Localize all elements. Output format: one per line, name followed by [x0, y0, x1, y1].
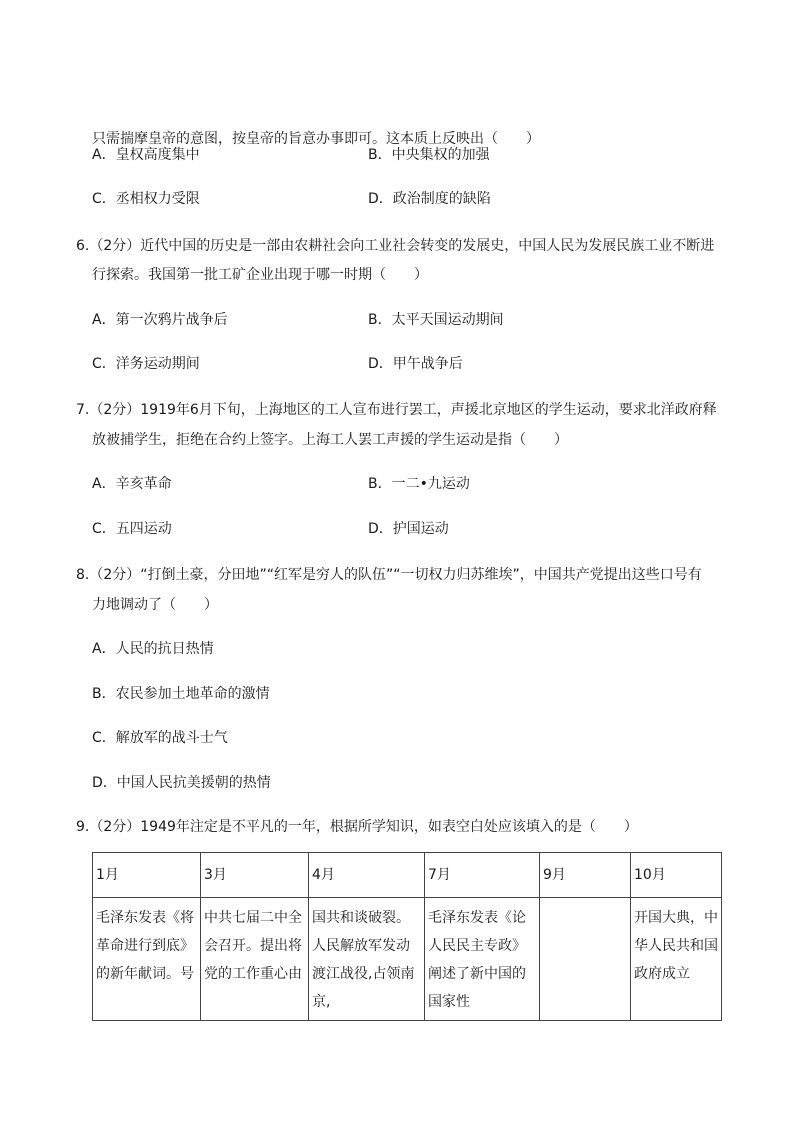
q5-option-c[interactable]: C．丞相权力受限 [92, 191, 200, 207]
q9-table-body-row [93, 898, 722, 1021]
q9-table-cell: 开国大典，中华人民共和国政府成立 [631, 898, 722, 1021]
q6-option-d[interactable]: D．甲午战争后 [368, 356, 463, 372]
q6-option-b[interactable]: B．太平天国运动期间 [368, 312, 504, 328]
q8-option-d[interactable]: D．中国人民抗美援朝的热情 [92, 775, 271, 791]
q9-table-header: 4月 [309, 853, 425, 898]
q7-option-b[interactable]: B．一二•九运动 [368, 476, 470, 492]
q6-stem-line2: 行探索。我国第一批工矿企业出现于哪一时期（ ） [92, 267, 428, 283]
q9-table-header: 10月 [631, 853, 722, 898]
q9-stem-line1: 9.（2分）1949年注定是不平凡的一年，根据所学知识，如表空白处应该填入的是（ ） [76, 819, 638, 835]
q5-option-d[interactable]: D．政治制度的缺陷 [368, 191, 491, 207]
q8-stem-line2: 力地调动了（ ） [92, 597, 218, 613]
q7-stem-line1: 7.（2分）1919年6月下旬，上海地区的工人宣布进行罢工，声援北京地区的学生运动，要求北洋政府释 [76, 402, 717, 418]
q8-stem-line1: 8.（2分）“打倒土豪，分田地”“红军是穷人的队伍”“一切权力归苏维埃”，中国共产党提出这些口号有 [76, 567, 702, 583]
q9-table-header: 3月 [201, 853, 309, 898]
q9-table-cell: 中共七届二中全会召开。提出将党的工作重心由 [201, 898, 309, 1021]
q5-stem-tail: 只需揣摩皇帝的意图，按皇帝的旨意办事即可。这本质上反映出（ ） [92, 131, 540, 147]
q8-option-b[interactable]: B．农民参加土地革命的激情 [92, 686, 270, 702]
q9-table-cell: 国共和谈破裂。人民解放军发动渡江战役,占领南京, [309, 898, 425, 1021]
q5-option-a[interactable]: A．皇权高度集中 [92, 147, 200, 163]
q7-stem-line2: 放被捕学生，拒绝在合约上签字。上海工人罢工声援的学生运动是指（ ） [92, 432, 568, 448]
q9-table [92, 852, 722, 1021]
q7-option-d[interactable]: D．护国运动 [368, 521, 449, 537]
q6-option-c[interactable]: C．洋务运动期间 [92, 356, 200, 372]
q9-table-cell: 毛泽东发表《将革命进行到底》的新年献词。号 [93, 898, 201, 1021]
q9-table-cell-blank [540, 898, 631, 1021]
q9-table-header-row [93, 853, 722, 898]
q9-table-header: 9月 [540, 853, 631, 898]
q8-option-a[interactable]: A．人民的抗日热情 [92, 641, 214, 657]
q8-option-c[interactable]: C．解放军的战斗士气 [92, 730, 228, 746]
q6-option-a[interactable]: A．第一次鸦片战争后 [92, 312, 228, 328]
q9-table-header: 1月 [93, 853, 201, 898]
q9-table-cell: 毛泽东发表《论人民民主专政》阐述了新中国的国家性 [425, 898, 540, 1021]
q9-table-header: 7月 [425, 853, 540, 898]
q7-option-a[interactable]: A．辛亥革命 [92, 476, 172, 492]
q6-stem-line1: 6.（2分）近代中国的历史是一部由农耕社会向工业社会转变的发展史，中国人民为发展民族工业不断进 [76, 238, 715, 254]
q5-option-b[interactable]: B．中央集权的加强 [368, 147, 490, 163]
q7-option-c[interactable]: C．五四运动 [92, 521, 172, 537]
